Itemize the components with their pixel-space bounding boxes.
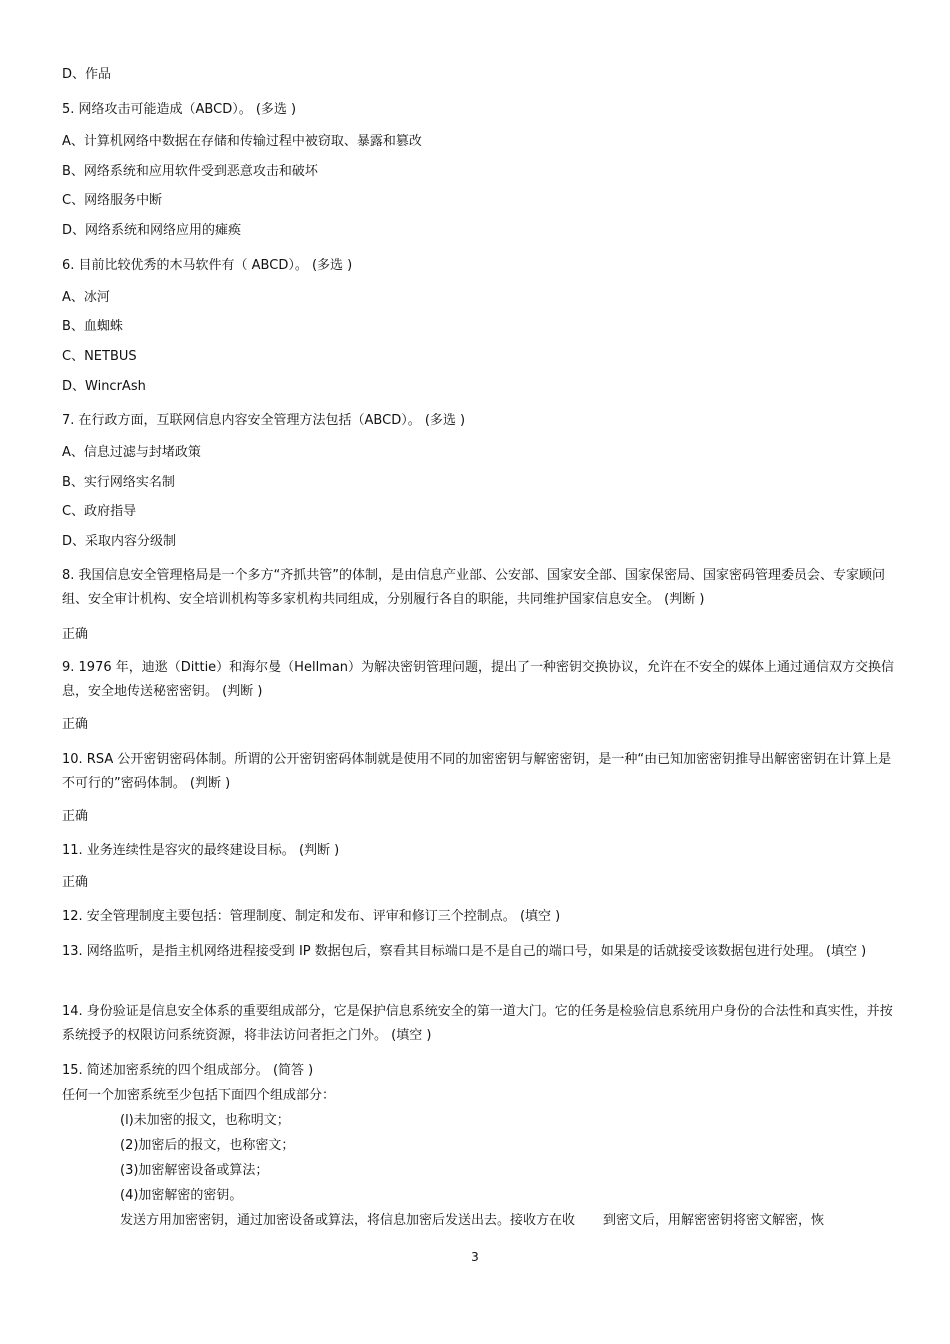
page-number: 3 bbox=[471, 1250, 479, 1264]
q5-option-c: C、网络服务中断 bbox=[62, 193, 163, 208]
q6-option-d: D、WincrAsh bbox=[62, 379, 146, 394]
q6-option-a: A、冰河 bbox=[62, 290, 110, 305]
q9-answer: 正确 bbox=[62, 717, 89, 732]
q7-option-b: B、实行网络实名制 bbox=[62, 475, 175, 490]
q15-item-1: (l)未加密的报文，也称明文； bbox=[120, 1113, 290, 1128]
q15-intro: 任何一个加密系统至少包括下面四个组成部分： bbox=[62, 1088, 336, 1103]
q7-option-c: C、政府指导 bbox=[62, 504, 137, 519]
q7-option-a: A、信息过滤与封堵政策 bbox=[62, 445, 201, 460]
q4-option-d: D、作品 bbox=[62, 67, 112, 82]
q13-stem: 13. 网络监听，是指主机网络进程接受到 IP 数据包后，察看其目标端口是不是自己的端口号，如果是的话就接受该数据包进行处理。 (填空 ) bbox=[62, 944, 867, 959]
q7-stem: 7. 在行政方面，互联网信息内容安全管理方法包括（ABCD）。 (多选 ) bbox=[62, 413, 466, 428]
q6-option-b: B、血蜘蛛 bbox=[62, 319, 123, 334]
q7-option-d: D、采取内容分级制 bbox=[62, 534, 177, 549]
q15-stem: 15. 简述加密系统的四个组成部分。 (简答 ) bbox=[62, 1063, 314, 1078]
q15-item-4: (4)加密解密的密钥。 bbox=[120, 1188, 243, 1203]
q11-answer: 正确 bbox=[62, 875, 89, 890]
q8-answer: 正确 bbox=[62, 627, 89, 642]
q9-stem: 9. 1976 年，迪逖（Dittie）和海尔曼（Hellman）为解决密钥管理问题，提出了一种密钥交换协议，允许在不安全的媒体上通过通信双方交换信息，安全地传送秘密密钥。 (判断 ) bbox=[62, 660, 895, 699]
q10-answer: 正确 bbox=[62, 809, 89, 824]
q8-stem: 8. 我国信息安全管理格局是一个多方“齐抓共管”的体制，是由信息产业部、公安部、国家安全部、国家保密局、国家密码管理委员会、专家顾问组、安全审计机构、安全培训机构等多家机构共同组成，分别履行各自的职能，共同维护国家信息安全。 (判断 ) bbox=[62, 568, 886, 607]
q6-option-c: C、NETBUS bbox=[62, 349, 137, 364]
q14-stem: 14. 身份验证是信息安全体系的重要组成部分，它是保护信息系统安全的第一道大门。它的任务是检验信息系统用户身份的合法性和真实性，并按系统授予的权限访问系统资源，将非法访问者拒之门外。 (填空 ) bbox=[62, 1004, 893, 1043]
q15-closing-line bbox=[120, 1212, 824, 1230]
q10-stem: 10. RSA 公开密钥密码体制。所谓的公开密钥密码体制就是使用不同的加密密钥与解密密钥，是一种“由已知加密密钥推导出解密密钥在计算上是不可行的”密码体制。 (判断 ) bbox=[62, 752, 892, 791]
q5-option-a: A、计算机网络中数据在存储和传输过程中被窃取、暴露和篡改 bbox=[62, 134, 422, 149]
q5-option-b: B、网络系统和应用软件受到恶意攻击和破坏 bbox=[62, 164, 318, 179]
q12-stem: 12. 安全管理制度主要包括：管理制度、制定和发布、评审和修订三个控制点。 (填空 ) bbox=[62, 909, 561, 924]
q15-closing-part-a: 发送方用加密密钥，通过加密设备或算法，将信息加密后发送出去。接收方在收 bbox=[120, 1213, 576, 1228]
q5-option-d: D、网络系统和网络应用的瘫痪 bbox=[62, 223, 242, 238]
q15-closing-part-b: 到密文后，用解密密钥将密文解密，恢 bbox=[603, 1213, 825, 1228]
q6-stem: 6. 目前比较优秀的木马软件有（ ABCD）。 (多选 ) bbox=[62, 258, 353, 273]
q15-item-2: (2)加密后的报文，也称密文； bbox=[120, 1138, 295, 1153]
q11-stem: 11. 业务连续性是容灾的最终建设目标。 (判断 ) bbox=[62, 843, 340, 858]
q5-stem: 5. 网络攻击可能造成（ABCD）。 (多选 ) bbox=[62, 102, 297, 117]
q15-item-3: (3)加密解密设备或算法； bbox=[120, 1163, 269, 1178]
